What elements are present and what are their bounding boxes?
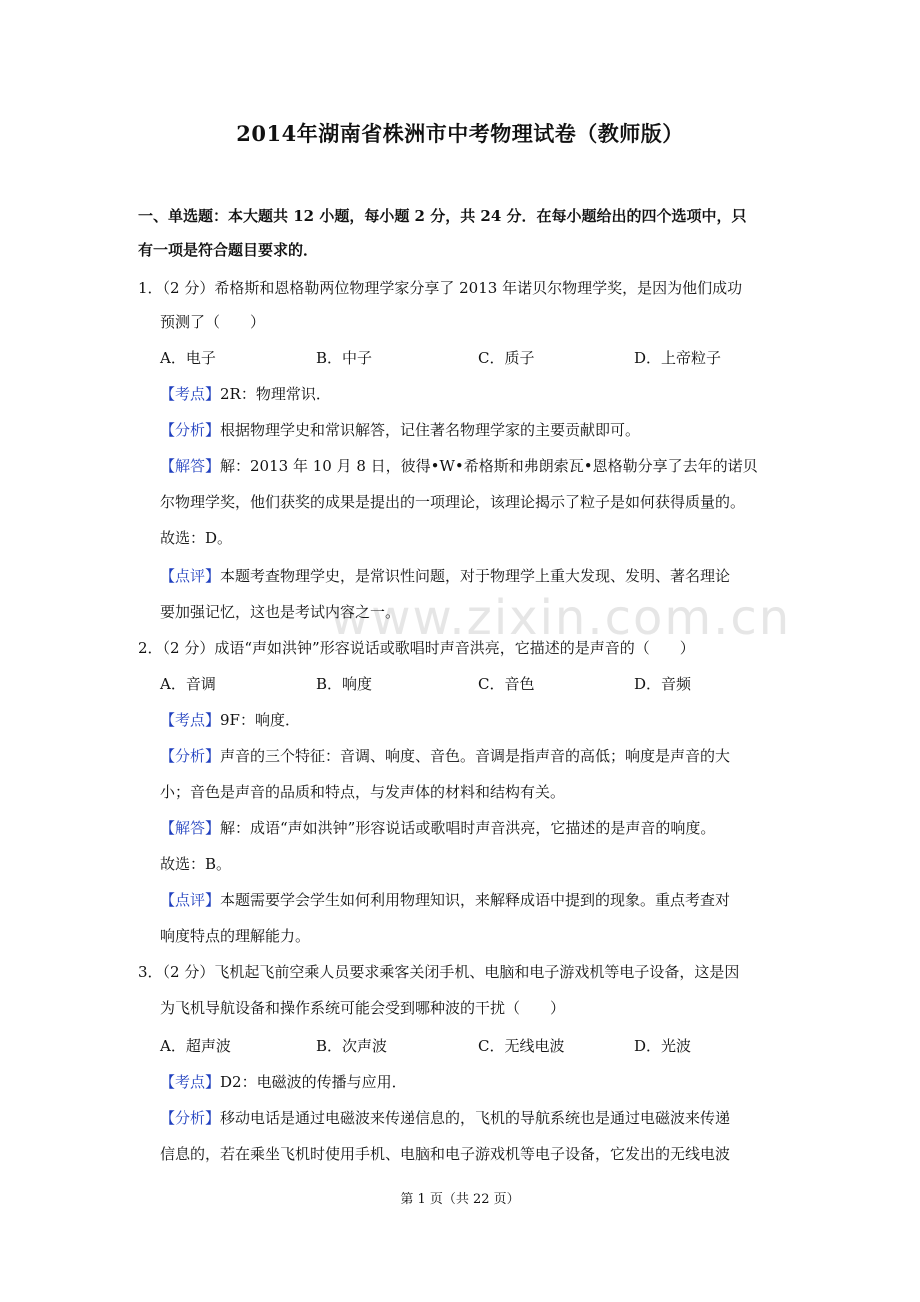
q1-stem-line2: 预测了（ ） (160, 313, 266, 331)
q1-option-b: B．中子 (316, 349, 373, 367)
fenxi-tag: 【分析】 (160, 747, 221, 765)
q3-option-d: D．光波 (634, 1037, 692, 1055)
q1-dianping-line1 (160, 566, 730, 586)
jieda-tag: 【解答】 (160, 819, 221, 837)
q1-option-d: D．上帝粒子 (634, 349, 722, 367)
q3-stem-line2: 为飞机导航设备和操作系统可能会受到哪种波的干扰（ ） (160, 999, 566, 1017)
q2-option-b: B．响度 (316, 675, 373, 693)
q2-fenxi-text: 声音的三个特征：音调、响度、音色。音调是指声音的高低；响度是声音的大 (220, 747, 731, 765)
q1-fenxi-text: 根据物理学史和常识解答，记住著名物理学家的主要贡献即可。 (220, 421, 641, 439)
document-title: 2014年湖南省株洲市中考物理试卷（教师版） (236, 121, 684, 146)
q1-fenxi (160, 420, 640, 440)
q2-option-c: C．音色 (478, 675, 535, 693)
q2-jieda-text: 解：成语“声如洪钟”形容说话或歌唱时声音洪亮，它描述的是声音的响度。 (220, 819, 716, 837)
q2-fenxi-line1 (160, 746, 730, 766)
kaodian-tag: 【考点】 (160, 711, 221, 729)
q1-stem-line1: 1．（2 分）希格斯和恩格勒两位物理学家分享了 2013 年诺贝尔物理学奖，是因为他们成功 (138, 279, 743, 297)
q2-jieda-line2: 故选：B。 (160, 855, 232, 873)
q3-fenxi-text: 移动电话是通过电磁波来传递信息的，飞机的导航系统也是通过电磁波来传递 (220, 1109, 731, 1127)
dianping-tag: 【点评】 (160, 891, 221, 909)
q2-stem-line1: 2．（2 分）成语“声如洪钟”形容说话或歌唱时声音洪亮，它描述的是声音的（ ） (138, 639, 695, 657)
kaodian-tag: 【考点】 (160, 1073, 221, 1091)
q3-fenxi-line1 (160, 1108, 730, 1128)
q3-kaodian (160, 1072, 407, 1092)
q2-jieda-line1 (160, 818, 715, 838)
q2-kaodian (160, 710, 300, 730)
q1-dianping-text: 本题考查物理学史，是常识性问题，对于物理学上重大发现、发明、著名理论 (220, 567, 731, 585)
q3-kaodian-text: D2：电磁波的传播与应用． (220, 1073, 407, 1091)
q1-dianping-line2: 要加强记忆，这也是考试内容之一。 (160, 603, 401, 621)
q1-kaodian (160, 384, 331, 404)
q3-option-b: B．次声波 (316, 1037, 388, 1055)
q2-option-a: A．音调 (160, 675, 216, 693)
q1-jieda-line3: 故选：D。 (160, 529, 233, 547)
q2-fenxi-line2: 小；音色是声音的品质和特点，与发声体的材料和结构有关。 (160, 783, 566, 801)
q1-jieda-text: 解：2013 年 10 月 8 日，彼得•W•希格斯和弗朗索瓦•恩格勒分享了去年的诺贝 (220, 457, 758, 475)
section-heading-line2: 有一项是符合题目要求的． (138, 241, 319, 259)
q2-option-d: D．音频 (634, 675, 692, 693)
q3-option-a: A．超声波 (160, 1037, 231, 1055)
watermark: www.zixin.com.cn (330, 590, 792, 646)
q1-kaodian-text: 2R：物理常识． (220, 385, 331, 403)
fenxi-tag: 【分析】 (160, 421, 221, 439)
kaodian-tag: 【考点】 (160, 385, 221, 403)
q2-dianping-line1 (160, 890, 730, 910)
q2-dianping-text: 本题需要学会学生如何利用物理知识，来解释成语中提到的现象。重点考查对 (220, 891, 731, 909)
q3-stem-line1: 3．（2 分）飞机起飞前空乘人员要求乘客关闭手机、电脑和电子游戏机等电子设备，这是因 (138, 963, 740, 981)
q3-fenxi-line2: 信息的，若在乘坐飞机时使用手机、电脑和电子游戏机等电子设备，它发出的无线电波 (160, 1145, 731, 1163)
dianping-tag: 【点评】 (160, 567, 221, 585)
fenxi-tag: 【分析】 (160, 1109, 221, 1127)
q1-jieda-line2: 尔物理学奖，他们获奖的成果是提出的一项理论，该理论揭示了粒子是如何获得质量的。 (160, 493, 746, 511)
q2-dianping-line2: 响度特点的理解能力。 (160, 927, 311, 945)
page-footer: 第 1 页（共 22 页） (400, 1192, 520, 1207)
section-heading-line1: 一、单选题：本大题共 12 小题，每小题 2 分，共 24 分．在每小题给出的四个选项中，只 (138, 207, 747, 225)
q3-option-c: C．无线电波 (478, 1037, 565, 1055)
q1-jieda-line1 (160, 456, 758, 476)
q2-kaodian-text: 9F：响度． (220, 711, 300, 729)
jieda-tag: 【解答】 (160, 457, 221, 475)
q1-option-a: A．电子 (160, 349, 216, 367)
q1-option-c: C．质子 (478, 349, 535, 367)
